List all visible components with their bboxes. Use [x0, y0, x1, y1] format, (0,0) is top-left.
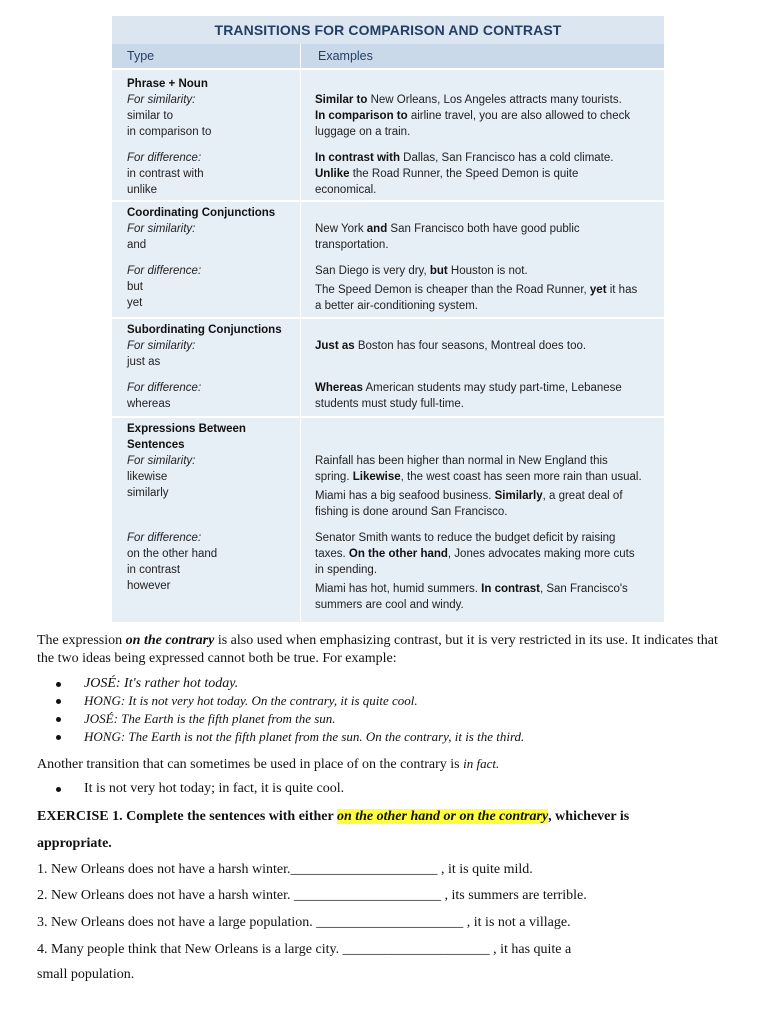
type-label: For similarity:: [127, 223, 196, 235]
table-title: TRANSITIONS FOR COMPARISON AND CONTRAST: [112, 16, 664, 44]
type-item: just as: [127, 356, 161, 368]
example-line: Miami has a big seafood business. Similarly, a great deal of: [315, 490, 623, 502]
section-expressions: [112, 416, 664, 624]
transitions-table: [112, 16, 664, 622]
example-line: Whereas American students may study part-time, Lebanese: [315, 382, 622, 394]
example-line: Senator Smith wants to reduce the budget deficit by raising: [315, 532, 616, 544]
type-label: For difference:: [127, 532, 202, 544]
type-item: but: [127, 281, 143, 293]
list-item: HONG: It is not very hot today. On the contrary, it is quite cool.: [60, 693, 418, 709]
type-item: in contrast: [127, 564, 181, 576]
example-line: in spending.: [315, 564, 378, 576]
example-line: luggage on a train.: [315, 126, 411, 138]
exercise-heading-cont: appropriate.: [37, 836, 112, 851]
type-heading: Subordinating Conjunctions: [127, 324, 282, 336]
example-line: students must study full-time.: [315, 398, 464, 410]
exercise-item-2: 2. New Orleans does not have a harsh winter. _____________________ , its summers are terrible.: [37, 888, 587, 903]
example-line: New York and San Francisco both have good public: [315, 223, 580, 235]
paragraph-in-fact: Another transition that can sometimes be used in place of on the contrary is in fact.: [37, 756, 500, 772]
exercise-item-3: 3. New Orleans does not have a large population. _____________________ , it is not a village.: [37, 915, 571, 930]
type-item: similarly: [127, 487, 169, 499]
section-phrase-noun: [112, 68, 664, 200]
example-line: Just as Boston has four seasons, Montreal does too.: [315, 340, 587, 352]
example-line: economical.: [315, 184, 377, 196]
exercise-item-4: 4. Many people think that New Orleans is a large city. _____________________ , it has quite a: [37, 942, 572, 957]
list-item: JOSÉ: It's rather hot today.: [60, 676, 238, 692]
type-label: For difference:: [127, 152, 202, 164]
example-line: In comparison to airline travel, you are also allowed to check: [315, 110, 631, 122]
table-header: [112, 44, 664, 68]
list-item: JOSÉ: The Earth is the fifth planet from the sun.: [60, 711, 336, 727]
example-line: spring. Likewise, the west coast has seen more rain than usual.: [315, 471, 642, 483]
list-item: HONG: The Earth is not the fifth planet from the sun. On the contrary, it is the third.: [60, 729, 524, 745]
type-item: on the other hand: [127, 548, 218, 560]
type-label: For similarity:: [127, 340, 196, 352]
type-item: in contrast with: [127, 168, 204, 180]
list-item: It is not very hot today; in fact, it is quite cool.: [60, 781, 344, 797]
example-line: San Diego is very dry, but Houston is not.: [315, 265, 528, 277]
example-line: The Speed Demon is cheaper than the Road Runner, yet it has: [315, 284, 638, 296]
example-line: Rainfall has been higher than normal in New England this: [315, 455, 608, 467]
example-line: summers are cool and windy.: [315, 599, 464, 611]
type-item: and: [127, 239, 147, 251]
exercise-item-1: 1. New Orleans does not have a harsh winter._____________________ , it is quite mild.: [37, 862, 533, 877]
type-heading: Coordinating Conjunctions: [127, 207, 276, 219]
type-label: For similarity:: [127, 94, 196, 106]
example-line: Unlike the Road Runner, the Speed Demon is quite: [315, 168, 579, 180]
type-label: For difference:: [127, 265, 202, 277]
type-item: however: [127, 580, 171, 592]
header-type: Type: [112, 44, 301, 68]
example-line: transportation.: [315, 239, 389, 251]
example-line: In contrast with Dallas, San Francisco has a cold climate.: [315, 152, 614, 164]
type-item: likewise: [127, 471, 168, 483]
type-item: in comparison to: [127, 126, 212, 138]
example-line: Miami has hot, humid summers. In contrast, San Francisco's: [315, 583, 628, 595]
example-line: taxes. On the other hand, Jones advocates making more cuts: [315, 548, 635, 560]
exercise-item-4-cont: small population.: [37, 967, 135, 982]
type-label: For difference:: [127, 382, 202, 394]
section-subordinating: [112, 317, 664, 416]
example-line: Similar to New Orleans, Los Angeles attracts many tourists.: [315, 94, 622, 106]
example-line: a better air-conditioning system.: [315, 300, 478, 312]
section-coordinating: [112, 200, 664, 317]
paragraph-on-the-contrary: The expression on the contrary is also used when emphasizing contrast, but it is very restricted in its use. It indicates that the two ideas being expressed cannot both be true. For example:: [37, 633, 718, 666]
type-item: unlike: [127, 184, 158, 196]
exercise-heading: EXERCISE 1. Complete the sentences with either on the other hand or on the contrary, whichever is: [37, 809, 630, 824]
header-examples: Examples: [318, 49, 373, 63]
type-item: whereas: [127, 398, 171, 410]
type-item: similar to: [127, 110, 174, 122]
type-heading: Expressions Between: [127, 423, 246, 435]
example-line: fishing is done around San Francisco.: [315, 506, 508, 518]
type-label: For similarity:: [127, 455, 196, 467]
type-heading: Sentences: [127, 439, 185, 451]
type-item: yet: [127, 297, 143, 309]
type-heading: Phrase + Noun: [127, 78, 208, 90]
